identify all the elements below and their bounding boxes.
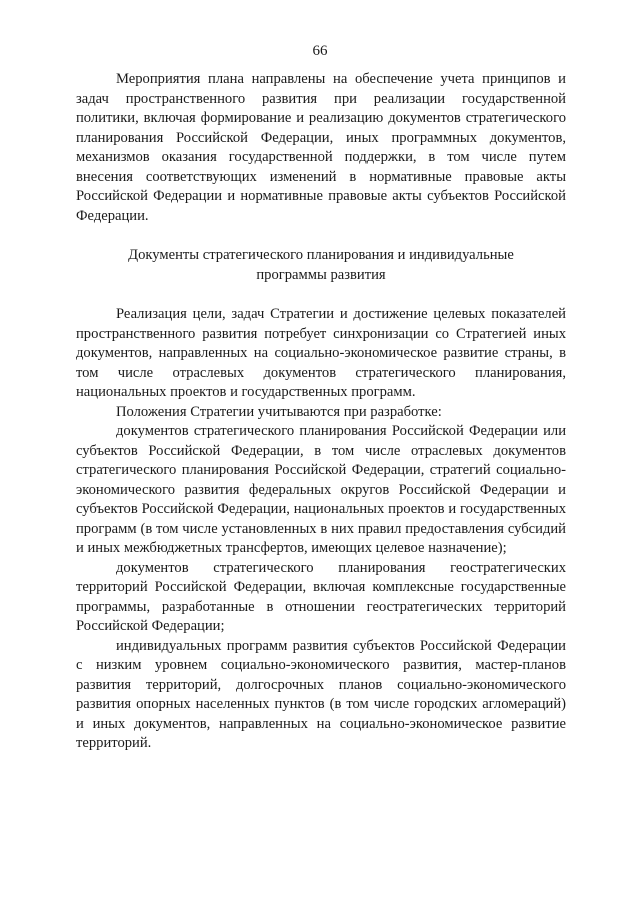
intro-paragraph: Мероприятия плана направлены на обеспечение учета принципов и задач пространственного развития при реализации государственной политики, включая формирование и реализацию документов стратегического планирования Российской Федерации, иных программных документов, механизмов оказания государственной поддержки, в том числе путем внесения соответствующих изменений в нормативные правовые акты Российской Федерации и нормативные правовые акты субъектов Российской Федерации. — [76, 71, 566, 224]
section-list-item-3: индивидуальных программ развития субъектов Российской Федерации с низким уровнем социально-экономического развития, мастер-планов развития территорий, долгосрочных планов социально-экономического развития опорных населенных пунктов (в том числе городских агломераций) и иных документов, направленных на социально-экономическое развитие территорий. — [76, 637, 566, 751]
page-number: 66 — [312, 43, 328, 59]
section-list-item-2: документов стратегического планирования геостратегических территорий Российской Федерации, включая комплексные государственные программы, разработанные в отношении геостратегических территорий Российской Федерации; — [76, 559, 566, 634]
section-heading-line-1: Документы стратегического планирования и индивидуальные — [128, 247, 514, 263]
section-heading-line-2: программы развития — [256, 266, 386, 283]
section-heading — [76, 246, 566, 285]
document-body — [76, 70, 566, 754]
section-list-item-1: документов стратегического планирования Российской Федерации или субъектов Российской Федерации, в том числе отраслевых документов стратегического планирования Российской Федерации, стратегий социально-экономического развития федеральных округов Российской Федерации и субъектов Российской Федерации, национальных проектов и государственных программ (в том числе установленных в них правил предоставления субсидий и иных межбюджетных трансфертов, имеющих целевое назначение); — [76, 423, 566, 556]
section-paragraph-2: Положения Стратегии учитываются при разработке: — [116, 403, 442, 420]
section-paragraph-1: Реализация цели, задач Стратегии и достижение целевых показателей пространственного развития потребует синхронизации со Стратегией иных документов, направленных на социально-экономическое развитие страны, в том числе отраслевых документов стратегического планирования, национальных проектов и государственных программ. — [76, 306, 566, 400]
